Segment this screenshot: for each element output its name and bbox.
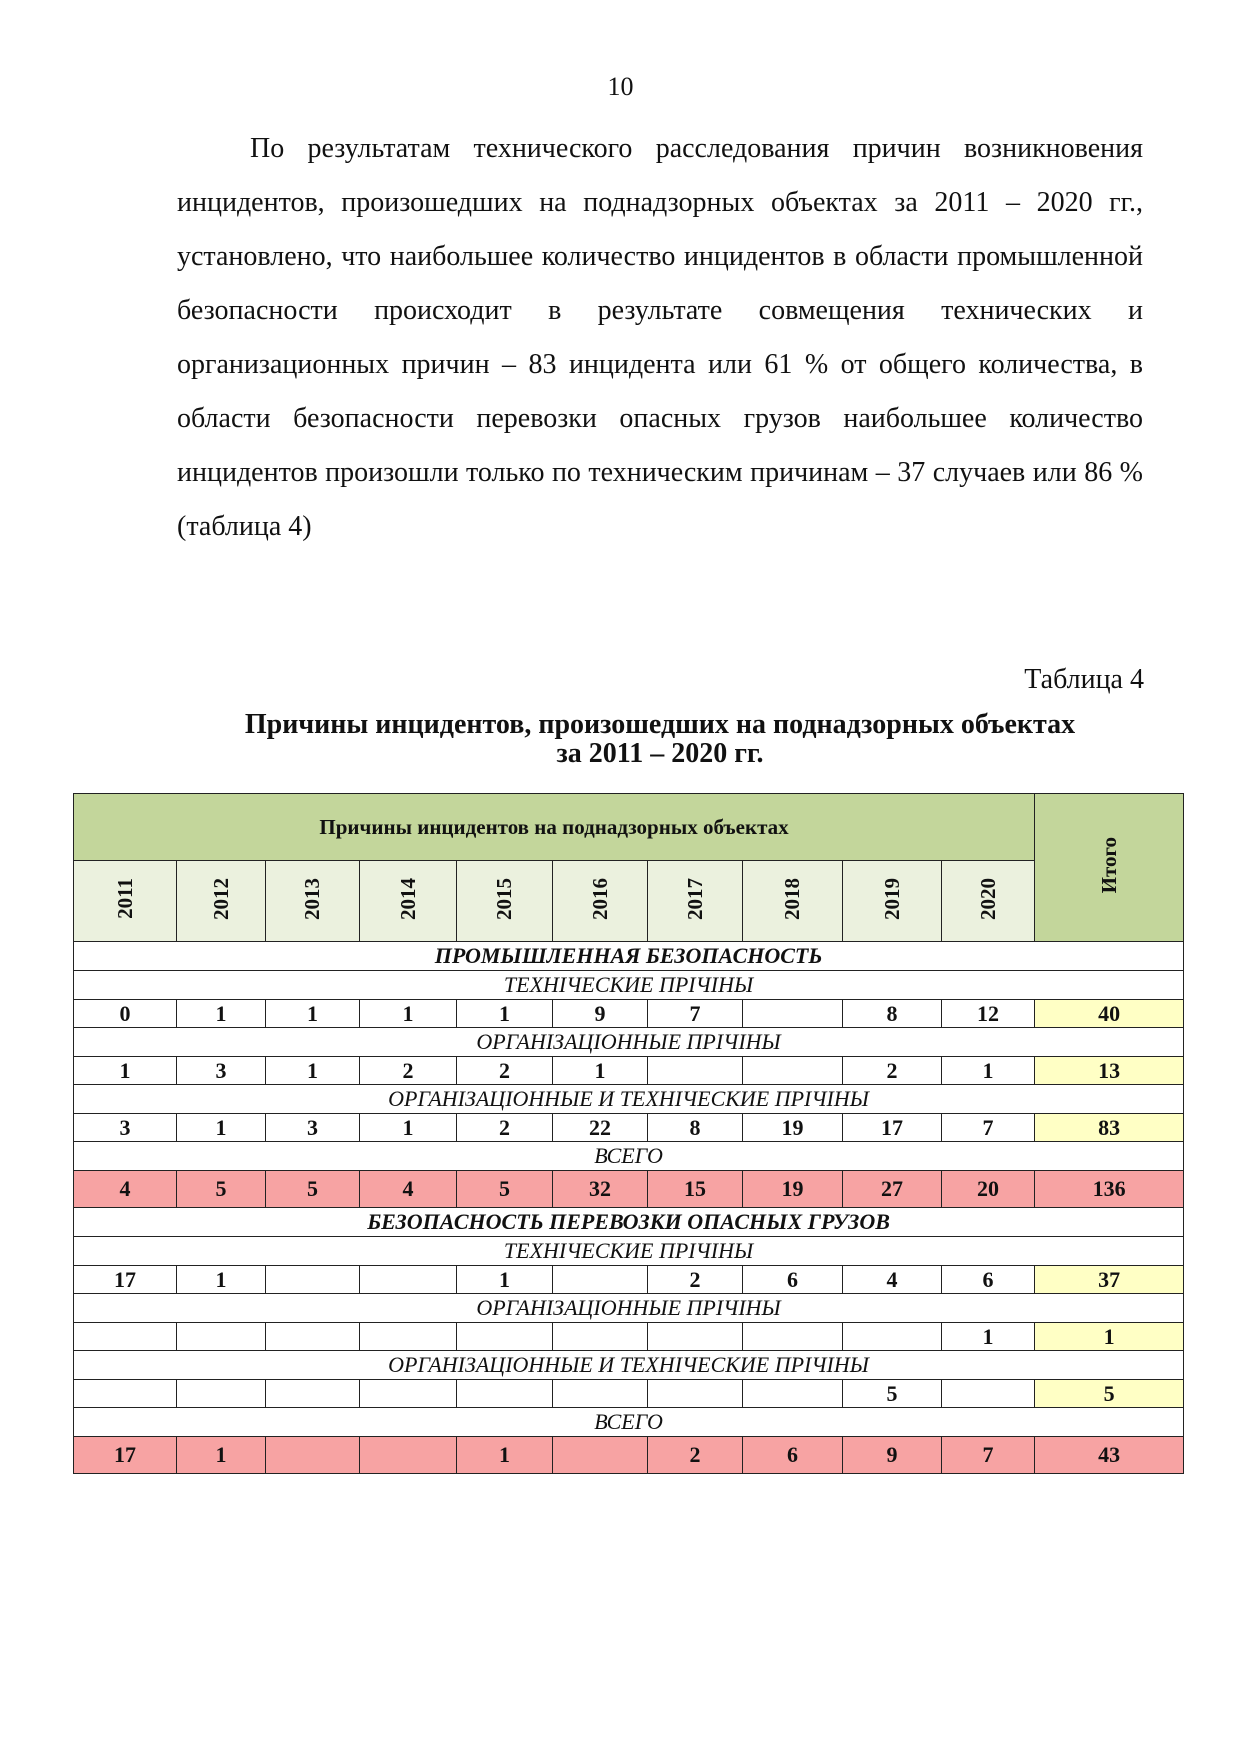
table-cell: 1 [177, 1114, 266, 1142]
row-total-cell: 5 [1035, 1380, 1184, 1408]
table-cell: 1 [266, 1057, 360, 1085]
table-total-row [74, 1437, 1184, 1474]
table-cell [743, 1057, 843, 1085]
row-label-mixed: ОРГАНІЗАЦІОННЫЕ И ТЕХНІЧЕСКИЕ ПРІЧІНЫ [74, 1085, 1184, 1114]
total-cell: 15 [648, 1171, 743, 1208]
total-cell: 1 [177, 1437, 266, 1474]
body-paragraph: По результатам технического расследования причин возникновения инцидентов, произошедших на поднадзорных объектах за 2011 – 2020 гг., установлено, что наибольшее количество инцидентов в области промышленной безопасности происходит в результате совмещения технических и организационных причин – 83 инцидента или 61 % от общего количества, в области безопасности перевозки опасных грузов наибольшее количество инцидентов произошли только по техническим причинам – 37 случаев или 86 % (таблица 4) [177, 133, 1143, 542]
year-header: 2013 [266, 861, 360, 942]
table-cell [553, 1266, 648, 1294]
row-label-total: ВСЕГО [74, 1408, 1184, 1437]
table-cell [743, 1323, 843, 1351]
table-label: Таблица 4 [1024, 664, 1144, 695]
row-label-technical: ТЕХНІЧЕСКИЕ ПРІЧІНЫ [74, 971, 1184, 1000]
table-cell [360, 1266, 457, 1294]
table-cell [457, 1323, 553, 1351]
table-cell: 2 [457, 1057, 553, 1085]
total-cell: 27 [843, 1171, 942, 1208]
total-cell: 5 [177, 1171, 266, 1208]
table-cell [266, 1266, 360, 1294]
row-total-cell: 13 [1035, 1057, 1184, 1085]
table-cell: 8 [648, 1114, 743, 1142]
year-header: 2017 [648, 861, 743, 942]
table-cell [942, 1380, 1035, 1408]
table-total-row [74, 1171, 1184, 1208]
table-cell: 1 [177, 1266, 266, 1294]
total-cell: 32 [553, 1171, 648, 1208]
table-cell: 1 [942, 1057, 1035, 1085]
row-label-organizational: ОРГАНІЗАЦІОННЫЕ ПРІЧІНЫ [74, 1294, 1184, 1323]
table-cell: 2 [843, 1057, 942, 1085]
incident-causes-table [73, 793, 1184, 1474]
table-cell: 4 [843, 1266, 942, 1294]
row-label-mixed: ОРГАНІЗАЦІОННЫЕ И ТЕХНІЧЕСКИЕ ПРІЧІНЫ [74, 1351, 1184, 1380]
total-cell: 4 [360, 1171, 457, 1208]
year-header: 2016 [553, 861, 648, 942]
table-row [74, 1000, 1184, 1028]
table-cell: 1 [942, 1323, 1035, 1351]
table-cell: 3 [74, 1114, 177, 1142]
row-label-organizational: ОРГАНІЗАЦІОННЫЕ ПРІЧІНЫ [74, 1028, 1184, 1057]
section-title-dangerous-goods: БЕЗОПАСНОСТЬ ПЕРЕВОЗКИ ОПАСНЫХ ГРУЗОВ [74, 1208, 1184, 1237]
table-main-header: Причины инцидентов на поднадзорных объектах [74, 794, 1035, 861]
page-number: 10 [607, 72, 634, 101]
table-cell: 1 [553, 1057, 648, 1085]
table-row [74, 1323, 1184, 1351]
table-cell: 1 [457, 1000, 553, 1028]
total-cell: 5 [457, 1171, 553, 1208]
year-header: 2019 [843, 861, 942, 942]
total-header-label: Итого [1096, 836, 1121, 894]
table-cell: 1 [74, 1057, 177, 1085]
table-cell: 3 [177, 1057, 266, 1085]
total-column-header [1035, 794, 1184, 942]
total-cell: 17 [74, 1437, 177, 1474]
table-cell [266, 1380, 360, 1408]
grand-total-cell: 136 [1035, 1171, 1184, 1208]
table-cell [360, 1380, 457, 1408]
table-cell [648, 1380, 743, 1408]
row-total-cell: 1 [1035, 1323, 1184, 1351]
year-header: 2015 [457, 861, 553, 942]
table-cell: 6 [942, 1266, 1035, 1294]
table-cell [74, 1380, 177, 1408]
table-cell: 2 [648, 1266, 743, 1294]
table-cell [743, 1000, 843, 1028]
year-header: 2011 [74, 861, 177, 942]
section-title-industrial-safety: ПРОМЫШЛЕННАЯ БЕЗОПАСНОСТЬ [74, 942, 1184, 971]
row-total-cell: 40 [1035, 1000, 1184, 1028]
table-row [74, 1380, 1184, 1408]
table-cell [553, 1323, 648, 1351]
table-cell [360, 1323, 457, 1351]
row-total-cell: 83 [1035, 1114, 1184, 1142]
table-cell [177, 1323, 266, 1351]
row-total-cell: 37 [1035, 1266, 1184, 1294]
table-cell: 12 [942, 1000, 1035, 1028]
table-cell [648, 1323, 743, 1351]
table-cell [648, 1057, 743, 1085]
grand-total-cell: 43 [1035, 1437, 1184, 1474]
table-cell [457, 1380, 553, 1408]
table-cell: 2 [457, 1114, 553, 1142]
total-cell: 20 [942, 1171, 1035, 1208]
total-cell: 5 [266, 1171, 360, 1208]
table-cell: 1 [360, 1000, 457, 1028]
year-header: 2012 [177, 861, 266, 942]
table-cell: 7 [648, 1000, 743, 1028]
year-header: 2018 [743, 861, 843, 942]
year-header: 2020 [942, 861, 1035, 942]
table-row [74, 1114, 1184, 1142]
table-cell: 1 [266, 1000, 360, 1028]
total-cell [553, 1437, 648, 1474]
table-cell: 6 [743, 1266, 843, 1294]
table-cell: 7 [942, 1114, 1035, 1142]
table-cell: 1 [177, 1000, 266, 1028]
total-cell: 7 [942, 1437, 1035, 1474]
year-header: 2014 [360, 861, 457, 942]
table-cell: 17 [843, 1114, 942, 1142]
table-cell: 9 [553, 1000, 648, 1028]
total-cell: 6 [743, 1437, 843, 1474]
table-cell: 2 [360, 1057, 457, 1085]
total-cell [266, 1437, 360, 1474]
table-cell [843, 1323, 942, 1351]
total-cell [360, 1437, 457, 1474]
table-cell [74, 1323, 177, 1351]
table-cell: 19 [743, 1114, 843, 1142]
table-title-line-1: Причины инцидентов, произошедших на поднадзорных объектах [244, 709, 1076, 740]
total-cell: 2 [648, 1437, 743, 1474]
table-row [74, 1057, 1184, 1085]
row-label-total: ВСЕГО [74, 1142, 1184, 1171]
table-title-line-2: за 2011 – 2020 гг. [556, 738, 764, 769]
table-cell: 22 [553, 1114, 648, 1142]
total-cell: 1 [457, 1437, 553, 1474]
table-cell: 0 [74, 1000, 177, 1028]
row-label-technical: ТЕХНІЧЕСКИЕ ПРІЧІНЫ [74, 1237, 1184, 1266]
table-cell [266, 1323, 360, 1351]
table-cell: 17 [74, 1266, 177, 1294]
table-cell: 1 [360, 1114, 457, 1142]
table-cell: 8 [843, 1000, 942, 1028]
table-title [177, 710, 1143, 768]
table-cell [743, 1380, 843, 1408]
table-row [74, 1266, 1184, 1294]
table-cell: 1 [457, 1266, 553, 1294]
table-cell: 3 [266, 1114, 360, 1142]
table-cell: 5 [843, 1380, 942, 1408]
total-cell: 9 [843, 1437, 942, 1474]
table-cell [177, 1380, 266, 1408]
total-cell: 19 [743, 1171, 843, 1208]
total-cell: 4 [74, 1171, 177, 1208]
table-cell [553, 1380, 648, 1408]
